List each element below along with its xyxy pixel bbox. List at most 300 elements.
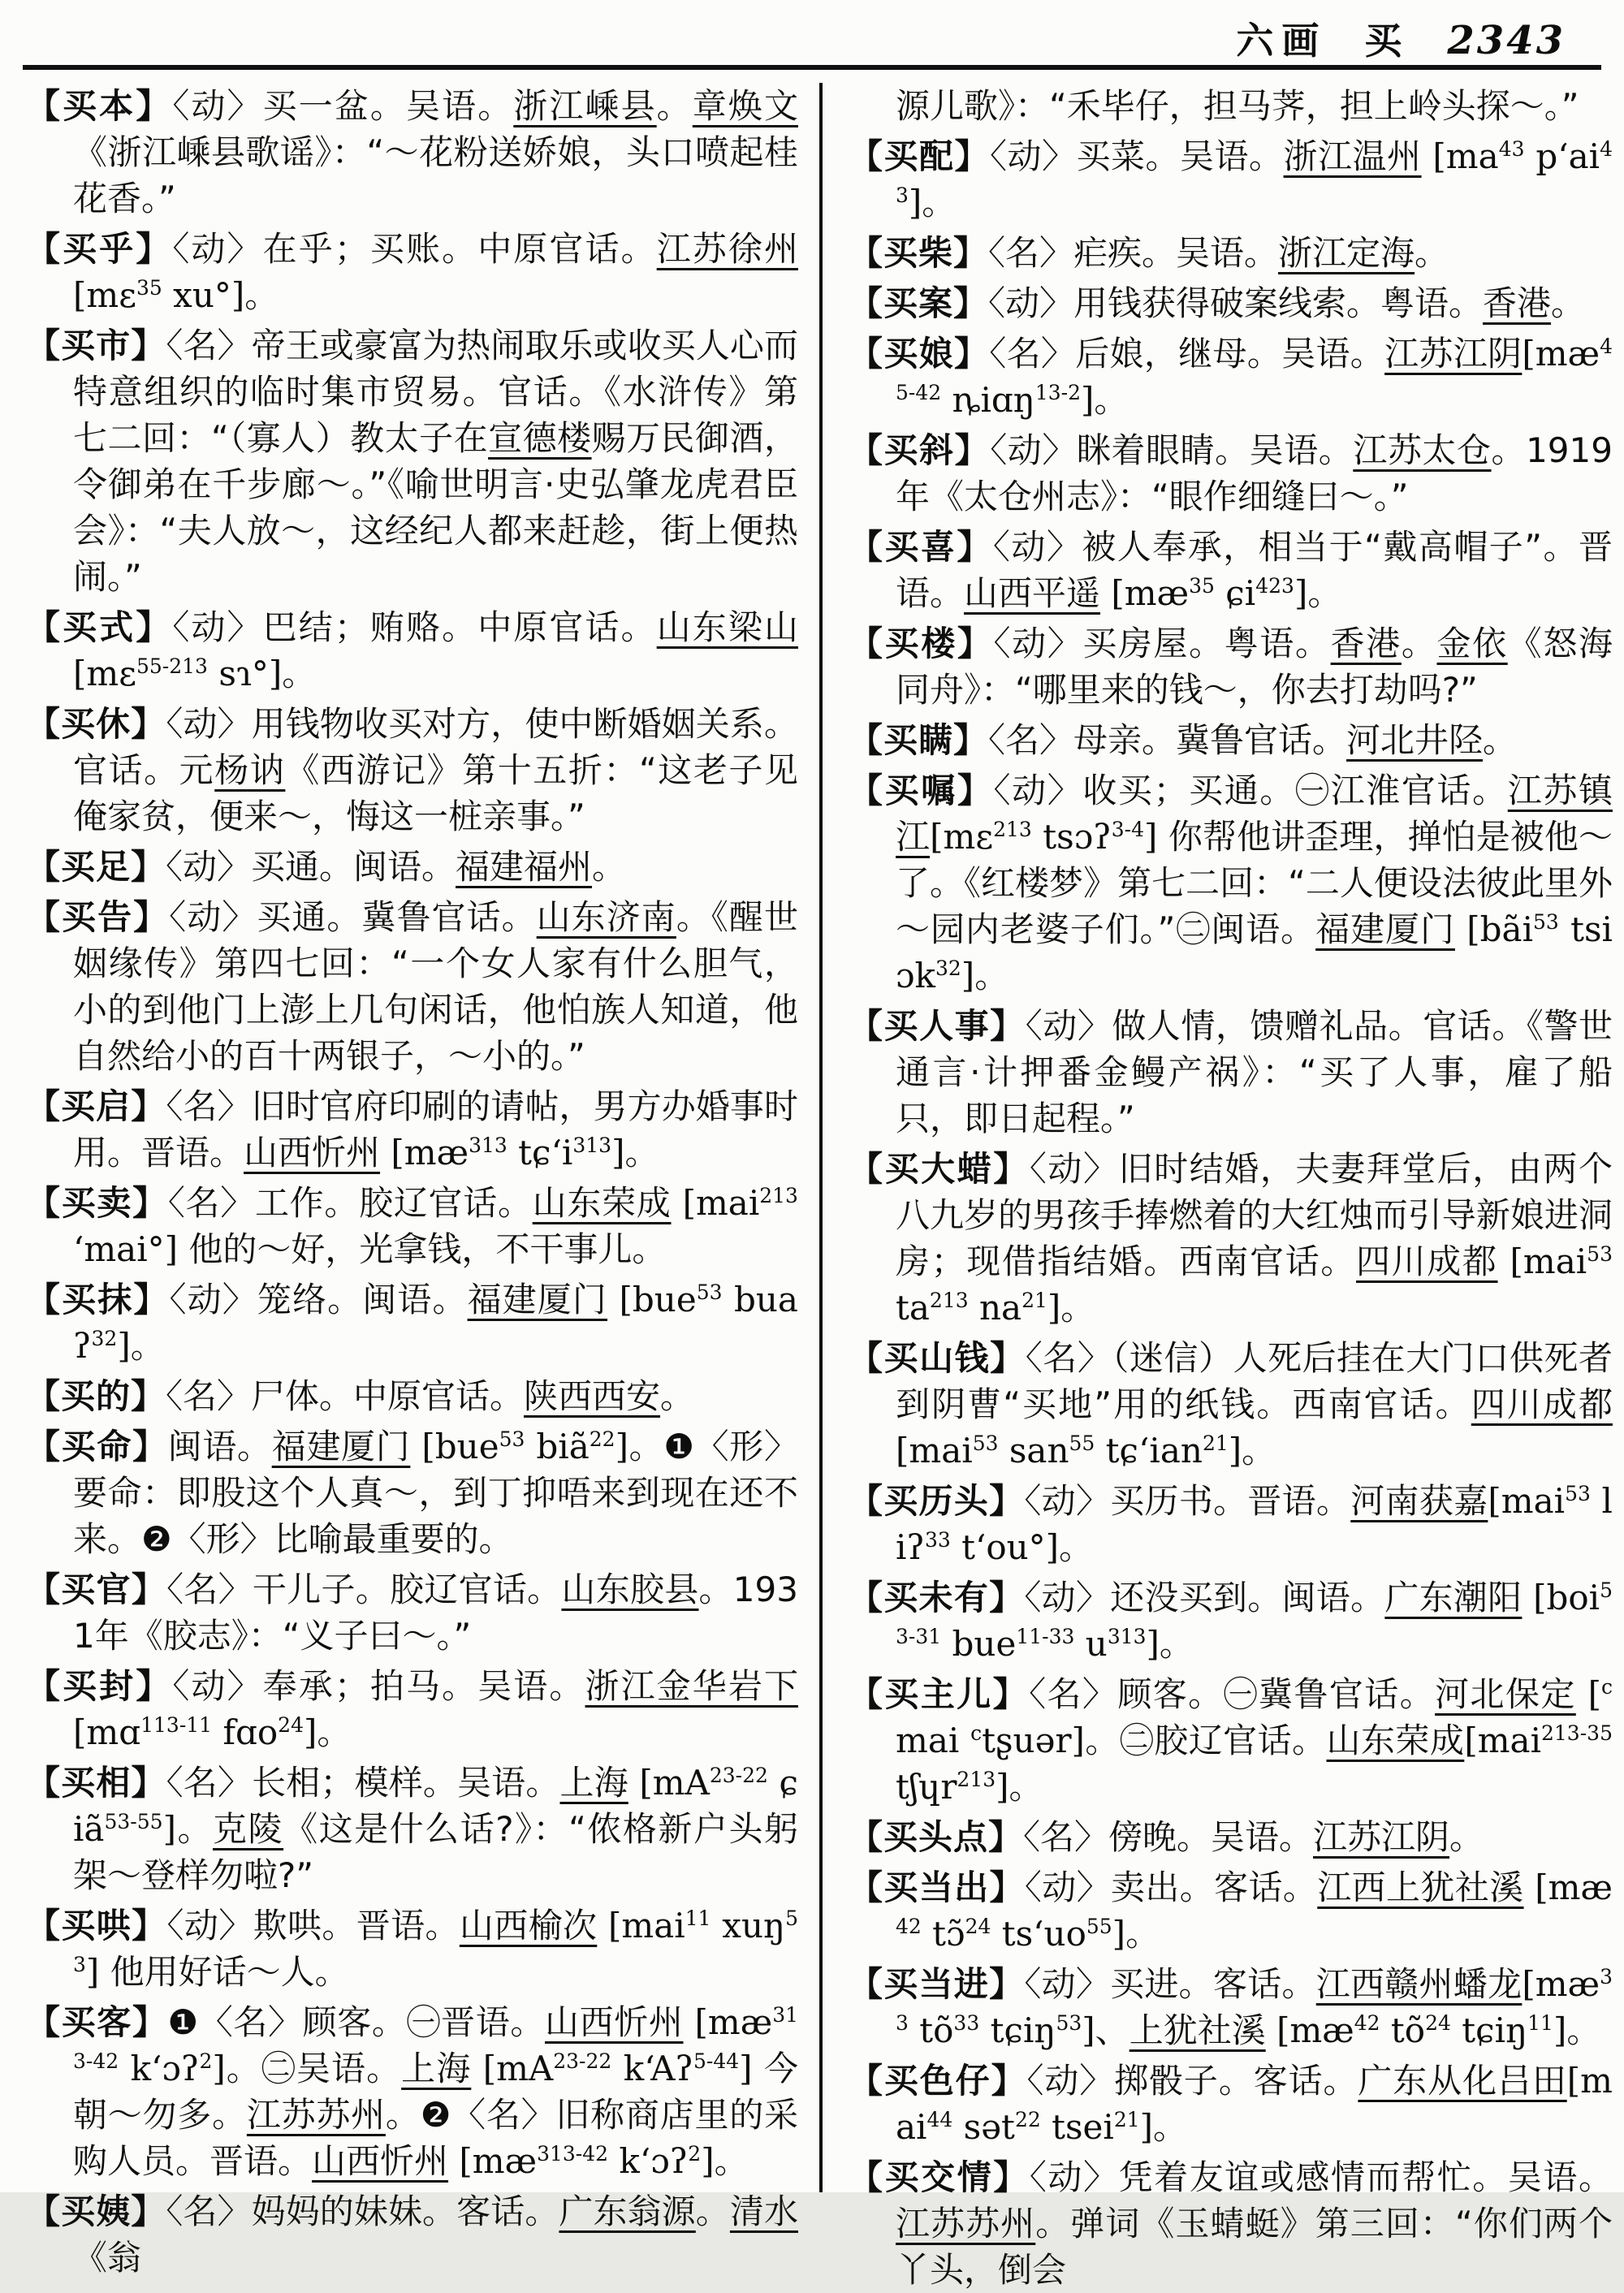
tone-superscript: 21 <box>1113 2108 1140 2131</box>
tone-superscript: c <box>970 1721 983 1745</box>
entry-text: 。 <box>1401 624 1437 663</box>
dict-entry <box>26 1663 798 1755</box>
ipa-transcription: ] <box>739 2049 753 2088</box>
entry-text <box>607 1280 619 1319</box>
entry-text <box>672 1183 683 1223</box>
entry-text <box>1455 909 1466 949</box>
tone-superscript: 213 <box>993 818 1032 841</box>
proper-noun: 福建厦门 <box>1315 909 1455 949</box>
ipa-transcription: [mai <box>1510 1242 1587 1281</box>
proper-noun: 河北井陉 <box>1346 720 1484 760</box>
entry-headword: 【买乎】 <box>26 229 173 269</box>
ipa-transcription: ] <box>1294 573 1308 613</box>
dict-entry <box>26 701 798 840</box>
dict-entry <box>849 1671 1613 1810</box>
proper-noun: 山东济南 <box>536 897 676 937</box>
ipa-transcription: k‘Aʔ <box>611 2049 693 2088</box>
proper-noun: 山东荣成 <box>1326 1721 1465 1760</box>
entry-headword: 【买休】 <box>26 704 166 744</box>
ipa-transcription: ts‘uo <box>991 1914 1086 1954</box>
entry-text: 〈名〉妈妈的妹妹。客话。 <box>166 2192 559 2231</box>
entry-headword: 【买瞒】 <box>849 720 989 760</box>
entry-headword: 【买交情】 <box>849 2157 1030 2197</box>
tone-superscript: 53 <box>1056 2011 1082 2035</box>
entry-text: 〈动〉眯着眼睛。吴语。 <box>990 430 1354 470</box>
entry-text: 。 <box>1009 1767 1043 1807</box>
tone-superscript: 53 <box>1587 1242 1613 1266</box>
entry-text: 〈名〉尸体。中原官话。 <box>166 1376 525 1416</box>
tone-superscript: 313 <box>1107 1625 1147 1648</box>
entry-headword: 【买嘱】 <box>849 771 994 810</box>
ipa-transcription: tɔ̃ <box>921 1914 965 1954</box>
dict-entry <box>849 427 1613 520</box>
proper-noun: 广东潮阳 <box>1384 1578 1522 1617</box>
ipa-transcription: [mɑ <box>73 1712 141 1752</box>
entry-text: 〈名〉母亲。冀鲁官话。 <box>988 720 1347 760</box>
tone-superscript: c <box>1600 1675 1613 1699</box>
entry-text: 〈动〉买历书。晋语。 <box>1024 1481 1351 1521</box>
proper-noun: 江苏苏州 <box>896 2204 1036 2243</box>
entry-text: 。 <box>1125 1914 1160 1954</box>
entry-text: 。 <box>592 847 627 887</box>
ipa-transcription: xuŋ <box>710 1906 786 1945</box>
dict-entry <box>849 767 1613 999</box>
proper-noun: 福建厦门 <box>271 1427 411 1466</box>
entry-text: 〈动〉欺哄。晋语。 <box>166 1906 460 1945</box>
entry-text: 。 <box>175 1809 214 1849</box>
entry-text: 。 <box>1153 2107 1188 2147</box>
proper-noun: 河南获嘉 <box>1350 1481 1488 1521</box>
entry-text <box>1522 1578 1533 1617</box>
proper-noun: 山东荣成 <box>532 1183 672 1223</box>
entry-text <box>471 2049 482 2088</box>
ipa-transcription: bue <box>941 1624 1017 1664</box>
ipa-transcription: buaʔ <box>73 1280 798 1366</box>
entry-text: 闽语。 <box>167 1427 272 1466</box>
proper-noun: 浙江温州 <box>1283 136 1422 176</box>
dict-entry <box>849 2154 1613 2293</box>
tone-superscript: 35 <box>136 276 162 300</box>
entry-headword: 【买相】 <box>26 1763 166 1803</box>
entry-text: 。❷〈名〉旧称商店里的采购人员。晋语。 <box>73 2095 798 2181</box>
entry-text: 。 <box>714 2141 749 2181</box>
entry-text: 〈动〉旧时结婚，夫妻拜堂后，由两个八九岁的男孩手捧燃着的大红烛而引导新娘进洞房；现借指结婚。西南官话。 <box>896 1149 1613 1281</box>
ipa-transcription: ] <box>1081 380 1095 420</box>
dict-entry <box>26 1999 798 2184</box>
entry-headword: 【买的】 <box>26 1376 166 1416</box>
entry-text: 〈动〉买进。客话。 <box>1024 1964 1316 2004</box>
dict-entry <box>849 1864 1613 1957</box>
proper-noun: 陕西西安 <box>524 1376 661 1416</box>
entry-text: 〈动〉买通。冀鲁官话。 <box>169 897 537 937</box>
tone-superscript: 11 <box>1527 2011 1553 2035</box>
ipa-transcription: ] <box>1553 2010 1567 2050</box>
entry-headword: 【买抹】 <box>26 1280 170 1319</box>
ipa-transcription: ȵiɑŋ <box>941 380 1035 420</box>
dict-entry <box>26 226 798 318</box>
entry-text: 。1931年《胶志》：“义子曰～。” <box>73 1570 798 1656</box>
dict-entry <box>26 1180 798 1272</box>
entry-text: 。㊁吴语。 <box>225 2049 402 2088</box>
dict-entry <box>849 1814 1613 1860</box>
tone-superscript: 32 <box>91 1327 118 1350</box>
entry-text: 。 <box>282 654 317 693</box>
entry-headword: 【买娘】 <box>849 334 990 374</box>
tone-superscript: 24 <box>965 1915 991 1938</box>
entry-text <box>1100 573 1111 613</box>
ipa-transcription: ] <box>1082 2010 1095 2050</box>
entry-headword: 【买官】 <box>26 1570 167 1609</box>
tone-superscript: 11 <box>685 1907 711 1930</box>
entry-text <box>1498 1242 1510 1281</box>
ipa-transcription: sɿ°] <box>207 654 283 693</box>
entry-headword: 【买本】 <box>26 86 173 126</box>
entry-headword: 【买楼】 <box>849 624 994 663</box>
proper-noun: 江苏江阴 <box>1384 334 1522 374</box>
entry-text: 〈名〉长相；模样。吴语。 <box>166 1763 560 1803</box>
ipa-transcription: ] <box>1139 2107 1154 2147</box>
entry-text: 。弹词《玉蜻蜓》第三回：“你们两个丫头，倒会 <box>896 2204 1613 2290</box>
ipa-transcription: ta <box>896 1288 930 1328</box>
tone-superscript: 113-11 <box>140 1713 213 1737</box>
tone-superscript: 45-42 <box>896 335 1613 404</box>
entry-text: 〈名〉（迷信）人死后挂在大门口供死者到阴曹“买地”用的纸钱。西南官话。 <box>896 1338 1613 1424</box>
entry-text <box>1576 1674 1588 1714</box>
entry-text: 〈动〉笼络。闽语。 <box>169 1280 468 1319</box>
ipa-transcription: k‘ɔʔ <box>119 2049 200 2088</box>
proper-noun: 山东胶县 <box>561 1570 699 1609</box>
ipa-transcription: [mæ <box>1276 2010 1354 2050</box>
entry-text: 。1919年《太仓州志》：“眼作细缝曰～。” <box>896 430 1613 516</box>
tone-superscript: 313-42 <box>73 2003 798 2073</box>
proper-noun: 山西平遥 <box>964 573 1101 613</box>
entry-headword: 【买喜】 <box>849 527 993 567</box>
tone-superscript: 33 <box>924 1528 951 1552</box>
proper-noun: 福建福州 <box>456 847 593 887</box>
proper-noun: 上海 <box>559 1763 628 1803</box>
entry-text: 〈动〉掷骰子。客话。 <box>1026 2061 1358 2101</box>
entry-text: 。 <box>1415 233 1449 273</box>
ipa-transcription: ɕi <box>1214 573 1256 613</box>
tone-superscript: 213-35 <box>1541 1721 1613 1745</box>
proper-noun: 广东翁源 <box>559 2192 696 2231</box>
entry-headword: 【买斜】 <box>849 430 991 470</box>
dict-entry <box>26 83 798 222</box>
dict-entry <box>26 322 798 600</box>
entry-text <box>1422 136 1433 176</box>
entry-text: 他用好话～人。 <box>99 1952 349 1992</box>
dict-entry <box>849 330 1613 423</box>
entry-headword: 【买客】 <box>26 2002 168 2042</box>
entry-text <box>684 2002 695 2042</box>
entry-headword: 【买告】 <box>26 897 170 937</box>
ipa-transcription: liʔ <box>896 1481 1613 1567</box>
header-section-label: 六画 <box>1236 19 1328 63</box>
ipa-transcription: [mæ <box>694 2002 773 2042</box>
page-header <box>1236 11 1566 65</box>
tone-superscript: 55-213 <box>136 654 208 678</box>
entry-text: 。《醒世姻缘传》第四七回：“一个女人家有什么胆气，小的到他门上澎上几句闲话，他怕族人知道，他自然给小的百十两银子，～小的。” <box>73 897 798 1076</box>
entry-text: 。 <box>317 1712 352 1752</box>
ipa-transcription: [mæ <box>1522 334 1600 374</box>
entry-headword: 【买市】 <box>26 326 166 365</box>
entry-headword: 【买当进】 <box>849 1964 1025 2004</box>
ipa-transcription: ] <box>212 2049 226 2088</box>
entry-headword: 【买未有】 <box>849 1578 1025 1617</box>
entry-headword: 【买封】 <box>26 1666 173 1706</box>
entry-text: 〈动〉买菜。吴语。 <box>990 136 1284 176</box>
entry-headword: 【买主儿】 <box>849 1674 1030 1714</box>
dict-entry <box>26 1423 798 1562</box>
entry-text: 〈名〉工作。胶辽官话。 <box>167 1183 533 1223</box>
tone-superscript: 13-2 <box>1034 381 1081 404</box>
entry-text: 〈动〉卖出。客话。 <box>1024 1868 1318 1907</box>
dict-entry <box>26 1373 798 1419</box>
ipa-transcription: [mA <box>482 2049 554 2088</box>
entry-text: 。 <box>1094 380 1129 420</box>
ipa-transcription: [mæ <box>391 1133 469 1172</box>
entry-text: 。㊁胶辽官话。 <box>1084 1721 1327 1760</box>
dict-entry <box>849 1478 1613 1570</box>
ipa-transcription: na <box>968 1288 1022 1328</box>
entry-text: 〈名〉顾客。㊀冀鲁官话。 <box>1029 1674 1436 1714</box>
entry-text: 。 <box>922 183 957 222</box>
proper-noun: 江西赣州蟠龙 <box>1315 1964 1522 2004</box>
proper-noun: 四川成都 <box>1471 1384 1613 1424</box>
tone-superscript: 53-55 <box>104 1810 163 1833</box>
tone-superscript: 23-22 <box>553 2049 612 2073</box>
tone-superscript: 11-33 <box>1016 1625 1075 1648</box>
dict-entry <box>849 1961 1613 2053</box>
ipa-transcription: [mæ <box>1111 573 1190 613</box>
tone-superscript: 213 <box>759 1184 798 1207</box>
dict-entry <box>26 1276 798 1369</box>
entry-text: 〈动〉凭着友谊或感情而帮忙。吴语。 <box>1029 2157 1613 2197</box>
proper-noun: 浙江定海 <box>1278 233 1415 273</box>
proper-noun: 上犹社溪 <box>1129 2010 1266 2050</box>
ipa-transcription: t‘ou°] <box>950 1527 1060 1567</box>
tone-superscript: 313-42 <box>537 2142 609 2166</box>
ipa-transcription: [boi <box>1533 1578 1600 1617</box>
dict-entry <box>849 133 1613 226</box>
ipa-transcription: tʂuər] <box>982 1721 1085 1760</box>
tone-superscript: 24 <box>278 1713 304 1737</box>
entry-text: 。 <box>624 1133 659 1172</box>
dict-entry <box>849 620 1613 713</box>
entry-text: 你帮他讲歪理，掸怕是被他～了。《红楼梦》第七二回：“二人便设法彼此里外～园内老婆子们。”㊁闽语。 <box>896 817 1613 949</box>
entry-text: 〈动〉买通。闽语。 <box>166 847 456 887</box>
dict-entry <box>849 230 1613 276</box>
entry-text: 。 <box>130 1326 165 1366</box>
ipa-transcription: u <box>1074 1624 1108 1664</box>
tone-superscript: 53 <box>499 1427 525 1451</box>
entry-text: 〈名〉帝王或豪富为热闹取乐或收买人心而特意组织的临时集市贸易。官话。《水浒传》第七二回：“（寡人）教太子在 <box>73 326 798 458</box>
entry-text: 。 <box>1483 720 1518 760</box>
entry-headword: 【买案】 <box>849 283 989 323</box>
entry-headword: 【买人事】 <box>849 1006 1026 1046</box>
proper-noun: 宣德楼 <box>488 418 592 458</box>
tone-superscript: 213 <box>957 1768 996 1791</box>
ipa-transcription: xu°] <box>162 275 245 315</box>
ipa-transcription: ] <box>701 2141 715 2181</box>
entry-text: 《翁 <box>73 2238 142 2278</box>
entry-text: 。 <box>1242 1431 1276 1470</box>
entry-text: 〈动〉买一盆。吴语。 <box>172 86 514 126</box>
entry-text: 〈动〉用钱物收买对方，使中断婚姻关系。官话。元 <box>73 704 798 790</box>
ipa-transcription: [mA <box>639 1763 710 1803</box>
entry-text: 。 <box>1566 2010 1601 2050</box>
tone-superscript: 33 <box>953 2011 980 2035</box>
dict-entry <box>849 1335 1613 1474</box>
tone-superscript: 53 <box>1565 1482 1591 1505</box>
dict-entry <box>26 1902 798 1995</box>
ipa-transcription: tõ <box>1380 2010 1426 2050</box>
proper-noun: 山西榆次 <box>459 1906 598 1945</box>
proper-noun: 杨讷 <box>214 750 286 790</box>
entry-text: 〈动〉收买；买通。㊀江淮官话。 <box>993 771 1508 810</box>
entry-text: 〈动〉巴结；贿赂。中原官话。 <box>172 607 657 647</box>
entry-text <box>1524 1868 1535 1907</box>
proper-noun: 上海 <box>401 2049 472 2088</box>
entry-text: 赐万民御酒，令御弟在千步廊～。”《喻世明言·史弘肇龙虎君臣会》：“夫人放～，这经纪人都来赶趁，街上便热闹。” <box>73 418 798 597</box>
proper-noun: 金依 <box>1436 624 1508 663</box>
entry-headword: 【买命】 <box>26 1427 168 1466</box>
dict-entry <box>26 844 798 890</box>
proper-noun: 山西忻州 <box>244 1133 381 1172</box>
entry-text: 。 <box>1307 573 1342 613</box>
ipa-transcription: ] <box>1146 1624 1160 1664</box>
ipa-transcription: sət <box>952 2107 1015 2147</box>
ipa-transcription: [mɛ <box>73 654 136 693</box>
entry-text: 。 <box>1060 1288 1095 1328</box>
header-character: 买 <box>1364 19 1410 63</box>
entry-text: 。❶〈形〉要命：即股这个人真～，到丁抑唔来到现在还不来。❷〈形〉比喻最重要的。 <box>73 1427 798 1559</box>
entry-text: ❶〈名〉顾客。㊀晋语。 <box>167 2002 545 2042</box>
entry-text: 〈名〉疟疾。吴语。 <box>988 233 1279 273</box>
header-rule <box>23 65 1601 70</box>
entry-text: 《怒海同舟》：“哪里来的钱～，你去打劫吗?” <box>896 624 1613 710</box>
proper-noun: 河北保定 <box>1435 1674 1576 1714</box>
ipa-transcription: [bãi <box>1466 909 1534 949</box>
ipa-transcription: mai <box>896 1721 971 1760</box>
tone-superscript: 21 <box>1021 1289 1047 1312</box>
entry-headword: 【买头点】 <box>849 1817 1024 1857</box>
proper-noun: 江苏徐州 <box>656 229 798 269</box>
tone-superscript: 23-22 <box>709 1764 768 1787</box>
tone-superscript: 44 <box>926 2108 953 2131</box>
tone-superscript: 24 <box>1425 2011 1451 2035</box>
entry-text: 。 <box>656 86 693 126</box>
tone-superscript: 55 <box>1086 1915 1112 1938</box>
ipa-transcription: [mæ <box>459 2141 538 2181</box>
entry-text: 〈动〉做人情，馈赠礼品。官话。《警世通言·计押番金鳗产祸》：“买了人事，雇了船只，即日起程。” <box>896 1006 1613 1138</box>
ipa-transcription: tɕiŋ <box>979 2010 1056 2050</box>
tone-superscript: 423 <box>1255 574 1294 598</box>
ipa-transcription: [mæ <box>1522 1964 1600 2004</box>
ipa-transcription: ] <box>996 1767 1009 1807</box>
entry-text: 〈动〉被人奉承，相当于“戴高帽子”。晋语。 <box>896 527 1613 613</box>
entry-text <box>597 1906 608 1945</box>
proper-noun: 广东从化吕田 <box>1358 2061 1567 2101</box>
ipa-transcription: [mai <box>608 1906 685 1945</box>
tone-superscript: 33 <box>896 1965 1613 2035</box>
ipa-transcription: [bue <box>619 1280 697 1319</box>
entry-text: 〈动〉奉承；拍马。吴语。 <box>172 1666 585 1706</box>
ipa-transcription: ] <box>85 1952 100 1992</box>
entry-headword: 【买大蜡】 <box>849 1149 1030 1189</box>
tone-superscript: 22 <box>1014 2108 1041 2131</box>
tone-superscript: 42 <box>1354 2011 1380 2035</box>
entry-text: 〈名〉后娘，继母。吴语。 <box>989 334 1385 374</box>
tone-superscript: 43 <box>896 137 1613 207</box>
ipa-transcription: ] <box>303 1712 317 1752</box>
ipa-transcription: ‘mai°] <box>73 1229 179 1269</box>
tone-superscript: 35 <box>1189 574 1215 598</box>
entry-headword: 【买柴】 <box>849 233 989 273</box>
dict-entry <box>26 1083 798 1176</box>
proper-noun: 江苏镇江 <box>896 771 1613 857</box>
entry-text: 《这是什么话?》：“侬格新户头躬架～登样勿啦?” <box>73 1809 798 1895</box>
proper-noun: 山西忻州 <box>545 2002 684 2042</box>
tone-superscript: 313 <box>572 1134 612 1157</box>
ipa-transcription: tɕ‘i <box>507 1133 573 1172</box>
ipa-transcription: [bue <box>421 1427 499 1466</box>
page-number: 2343 <box>1447 18 1566 63</box>
dict-entry <box>849 1574 1613 1667</box>
entry-headword: 【买配】 <box>849 136 991 176</box>
ipa-transcription: [mæ <box>1535 1868 1613 1907</box>
ipa-transcription: ] <box>1228 1431 1242 1470</box>
tone-superscript: 32 <box>935 956 961 980</box>
entry-headword: 【买式】 <box>26 607 173 647</box>
entry-headword: 【买山钱】 <box>849 1338 1026 1378</box>
proper-noun: 香港 <box>1330 624 1402 663</box>
tone-superscript: 55 <box>1069 1432 1095 1455</box>
entry-headword: 【买历头】 <box>849 1481 1025 1521</box>
entry-text: 。 <box>1159 1624 1194 1664</box>
entry-text <box>380 1133 391 1172</box>
entry-text: 〈动〉在乎；买账。中原官话。 <box>172 229 657 269</box>
proper-noun: 章焕文 <box>692 86 798 126</box>
dict-entry <box>849 2058 1613 2150</box>
ipa-transcription: [mai <box>682 1183 760 1223</box>
ipa-transcription: p‘ai <box>1524 136 1600 176</box>
ipa-transcription: biã <box>525 1427 590 1466</box>
entry-text: 〈名〉旧时官府印刷的请帖，男方办婚事时用。晋语。 <box>73 1086 798 1172</box>
tone-superscript: 53 <box>1533 910 1559 934</box>
entry-text: 〈动〉还没买到。闽语。 <box>1024 1578 1385 1617</box>
entry-text: 。 <box>1551 283 1586 323</box>
proper-noun: 江苏江阴 <box>1313 1817 1450 1857</box>
ipa-transcription: [ <box>1587 1674 1601 1714</box>
entry-text: 、 <box>1095 2010 1129 2050</box>
dict-entry <box>26 1760 798 1898</box>
proper-noun: 浙江金华岩下 <box>585 1666 798 1706</box>
entry-text: 〈名〉傍晚。吴语。 <box>1023 1817 1314 1857</box>
proper-noun: 山东梁山 <box>656 607 798 647</box>
dict-entry <box>849 717 1613 763</box>
tone-superscript: 22 <box>589 1427 615 1451</box>
tone-superscript: 5-44 <box>693 2049 740 2073</box>
ipa-transcription: tõ <box>908 2010 954 2050</box>
ipa-transcription: tsei <box>1040 2107 1114 2147</box>
tone-superscript: 42 <box>896 1915 922 1938</box>
entry-text <box>628 1763 640 1803</box>
proper-noun: 福建厦门 <box>467 1280 608 1319</box>
proper-noun: 四川成都 <box>1356 1242 1498 1281</box>
entry-headword: 【买哄】 <box>26 1906 167 1945</box>
tone-superscript: 313 <box>469 1134 508 1157</box>
